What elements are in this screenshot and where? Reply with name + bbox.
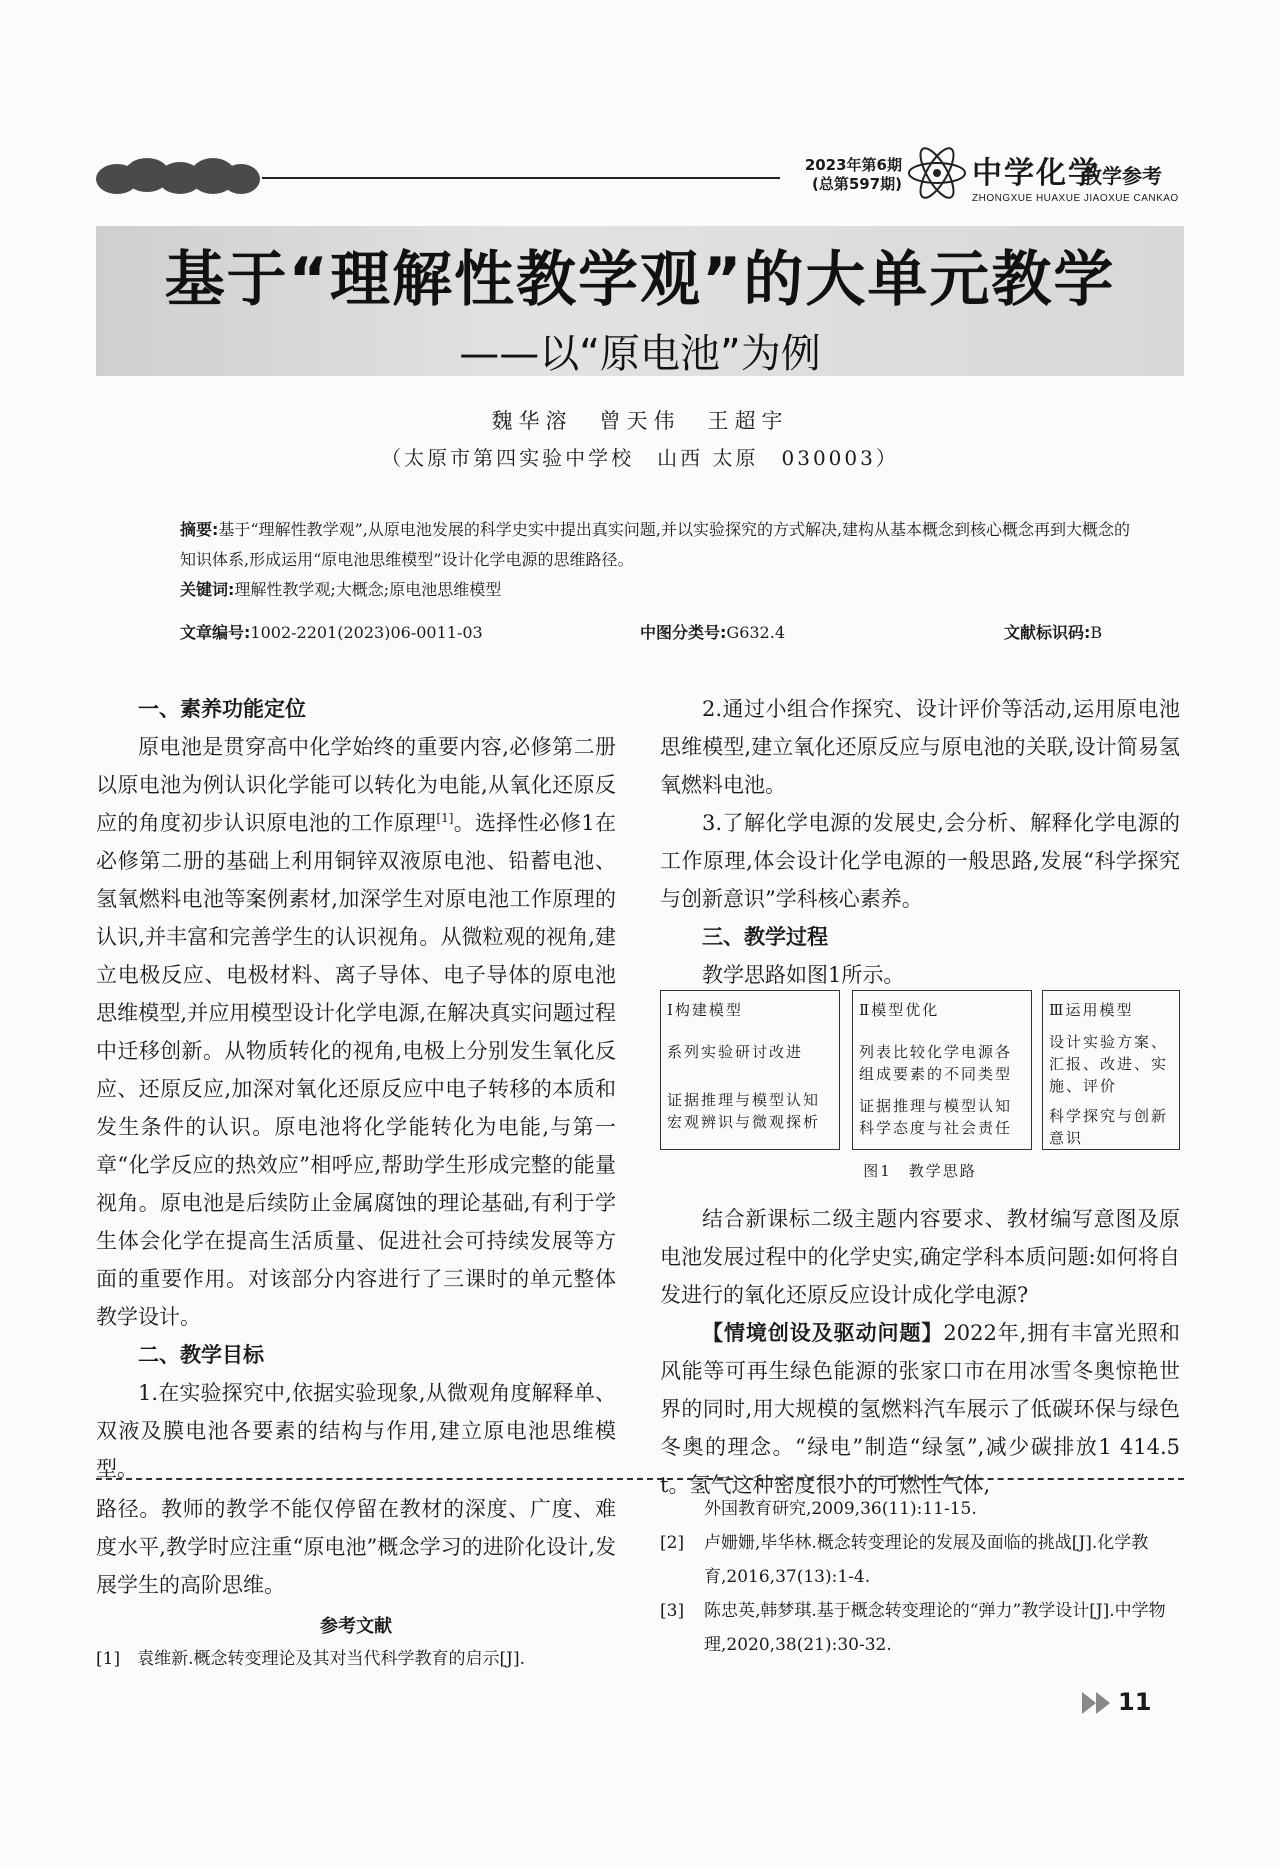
abstract-block [180,515,1140,605]
references-continued [660,1492,1180,1662]
left-column [96,690,616,1488]
header-rule [262,177,780,179]
reference-2: [2] 卢姗姗,毕华林.概念转变理论的发展及面临的挑战[J].化学教育,2016,37(13):1-4. [660,1533,1149,1587]
journal-brand-english: ZHONGXUE HUAXUE JIAOXUE CANKAO [972,193,1179,204]
keywords-text: 理解性教学观;大概念;原电池思维模型 [234,580,502,599]
figure-box-3: Ⅲ运用模型 设计实验方案、汇报、改进、实施、评价 科学探究与创新意识 [1042,990,1180,1150]
section-heading-2: 二、教学目标 [138,1343,264,1367]
citation-1: [1] [436,811,454,825]
journal-brand: 中学化学 [972,156,1100,191]
section-heading-3: 三、教学过程 [702,925,828,949]
document-code: 文献标识码:B [1004,623,1103,642]
abstract-text: 基于“理解性教学观”,从原电池发展的科学史实中提出真实问题,并以实验探究的方式解决,建构从基本概念到核心概念再到大概念的知识体系,形成运用“原电池思维模型”设计化学电源的思维路径。 [180,520,1131,569]
paragraph-1: 原电池是贯穿高中化学始终的重要内容,必修第二册以原电池为例认识化学能可以转化为电能,从氧化还原反应的角度初步认识原电池的工作原理[1]。选择性必修1在必修第二册的基础上利用铜锌双液原电池、铅蓄电池、氢氧燃料电池等案例素材,加深学生对原电池工作原理的认识,并丰富和完善学生的认识视角。从微粒观的视角,建立电极反应、电极材料、离子导体、电子导体的原电池思维模型,并应用模型设计化学电源,在解决真实问题过程中迁移创新。从物质转化的视角,电极上分别发生氧化反应、还原反应,加深对氧化还原反应中电子转移的本质和发生条件的认识。原电池将化学能转化为电能,与第一章“化学反应的热效应”相呼应,帮助学生形成完整的能量视角。原电池是后续防止金属腐蚀的理论基础,有利于学生体会化学在提高生活质量、促进社会可持续发展等方面的重要作用。对该部分内容进行了三课时的单元整体教学设计。 [96,735,616,1329]
paragraph-3: 2.通过小组合作探究、设计评价等活动,运用原电池思维模型,建立氧化还原反应与原电池的关联,设计简易氢氧燃料电池。 [660,697,1180,797]
paragraph-4: 3.了解化学电源的发展史,会分析、解释化学电源的工作原理,体会设计化学电源的一般思路,发展“科学探究与创新意识”学科核心素养。 [660,811,1180,911]
issue-number: 2023年第6期 [804,156,902,174]
footnote-divider [96,1478,1184,1480]
page-arrow-icon [1082,1692,1114,1714]
header-decoration [96,158,260,196]
authors: 魏华溶 曾天伟 王超宇 [491,409,789,433]
reference-1-continued: 外国教育研究,2009,36(11):11-15. [704,1499,977,1519]
paragraph-2: 1.在实验探究中,依据实验现象,从微观角度解释单、双液及膜电池各要素的结构与作用,建立原电池思维模型。 [96,1381,616,1481]
reference-1: [1] 袁维新.概念转变理论及其对当代科学教育的启示[J]. [96,1649,525,1669]
figure-box-1: Ⅰ构建模型 系列实验研讨改进 证据推理与模型认知宏观辨识与微观探析 [660,990,840,1150]
affiliation: （太原市第四实验中学校 山西 太原 030003） [381,446,899,470]
article-subtitle: ——以“原电池”为例 [459,331,821,377]
abstract-label: 摘要: [180,520,219,539]
article-number: 文章编号:1002-2201(2023)06-0011-03 [180,623,483,642]
page-number: 11 [1118,1688,1152,1716]
article-title: 基于“理解性教学观”的大单元教学 [164,245,1116,315]
paragraph-7: 【情境创设及驱动问题】2022年,拥有丰富光照和风能等可再生绿色能源的张家口市在用冰雪冬奥惊艳世界的同时,用大规模的氢燃料汽车展示了低碳环保与绿色冬奥的理念。“绿电”制造“绿氢”,减少碳排放1 414.5 t。氢气这种密度很小的可燃性气体, [660,1321,1181,1497]
issue-info [792,156,902,194]
references-title: 参考文献 [320,1616,392,1637]
keywords-label: 关键词: [180,580,235,599]
atom-logo-icon [906,142,968,204]
paragraph-5: 教学思路如图1所示。 [702,963,905,987]
continued-text: 路径。教师的教学不能仅停留在教材的深度、广度、难度水平,教学时应注重“原电池”概念学习的进阶化设计,发展学生的高阶思维。 [96,1497,616,1597]
journal-brand-sub: 教学参考 [1082,164,1162,188]
figure-caption: 图1 教学思路 [863,1162,977,1180]
right-column-continued [660,1200,1180,1504]
reference-3: [3] 陈忠英,韩梦琪.基于概念转变理论的“弹力”教学设计[J].中学物理,2020,38(21):30-32. [660,1601,1166,1655]
right-column [660,690,1180,994]
abstract [180,515,1140,575]
clc-number: 中图分类号:G632.4 [640,623,785,642]
paragraph-6: 结合新课标二级主题内容要求、教材编写意图及原电池发展过程中的化学史实,确定学科本质问题:如何将自发进行的氧化还原反应设计成化学电源? [660,1207,1180,1307]
issue-total: (总第597期) [811,175,902,193]
figure-box-2: Ⅱ模型优化 列表比较化学电源各组成要素的不同类型 证据推理与模型认知科学态度与社会责任 [852,990,1032,1150]
section-heading-1: 一、素养功能定位 [138,697,306,721]
keywords [180,575,1140,605]
